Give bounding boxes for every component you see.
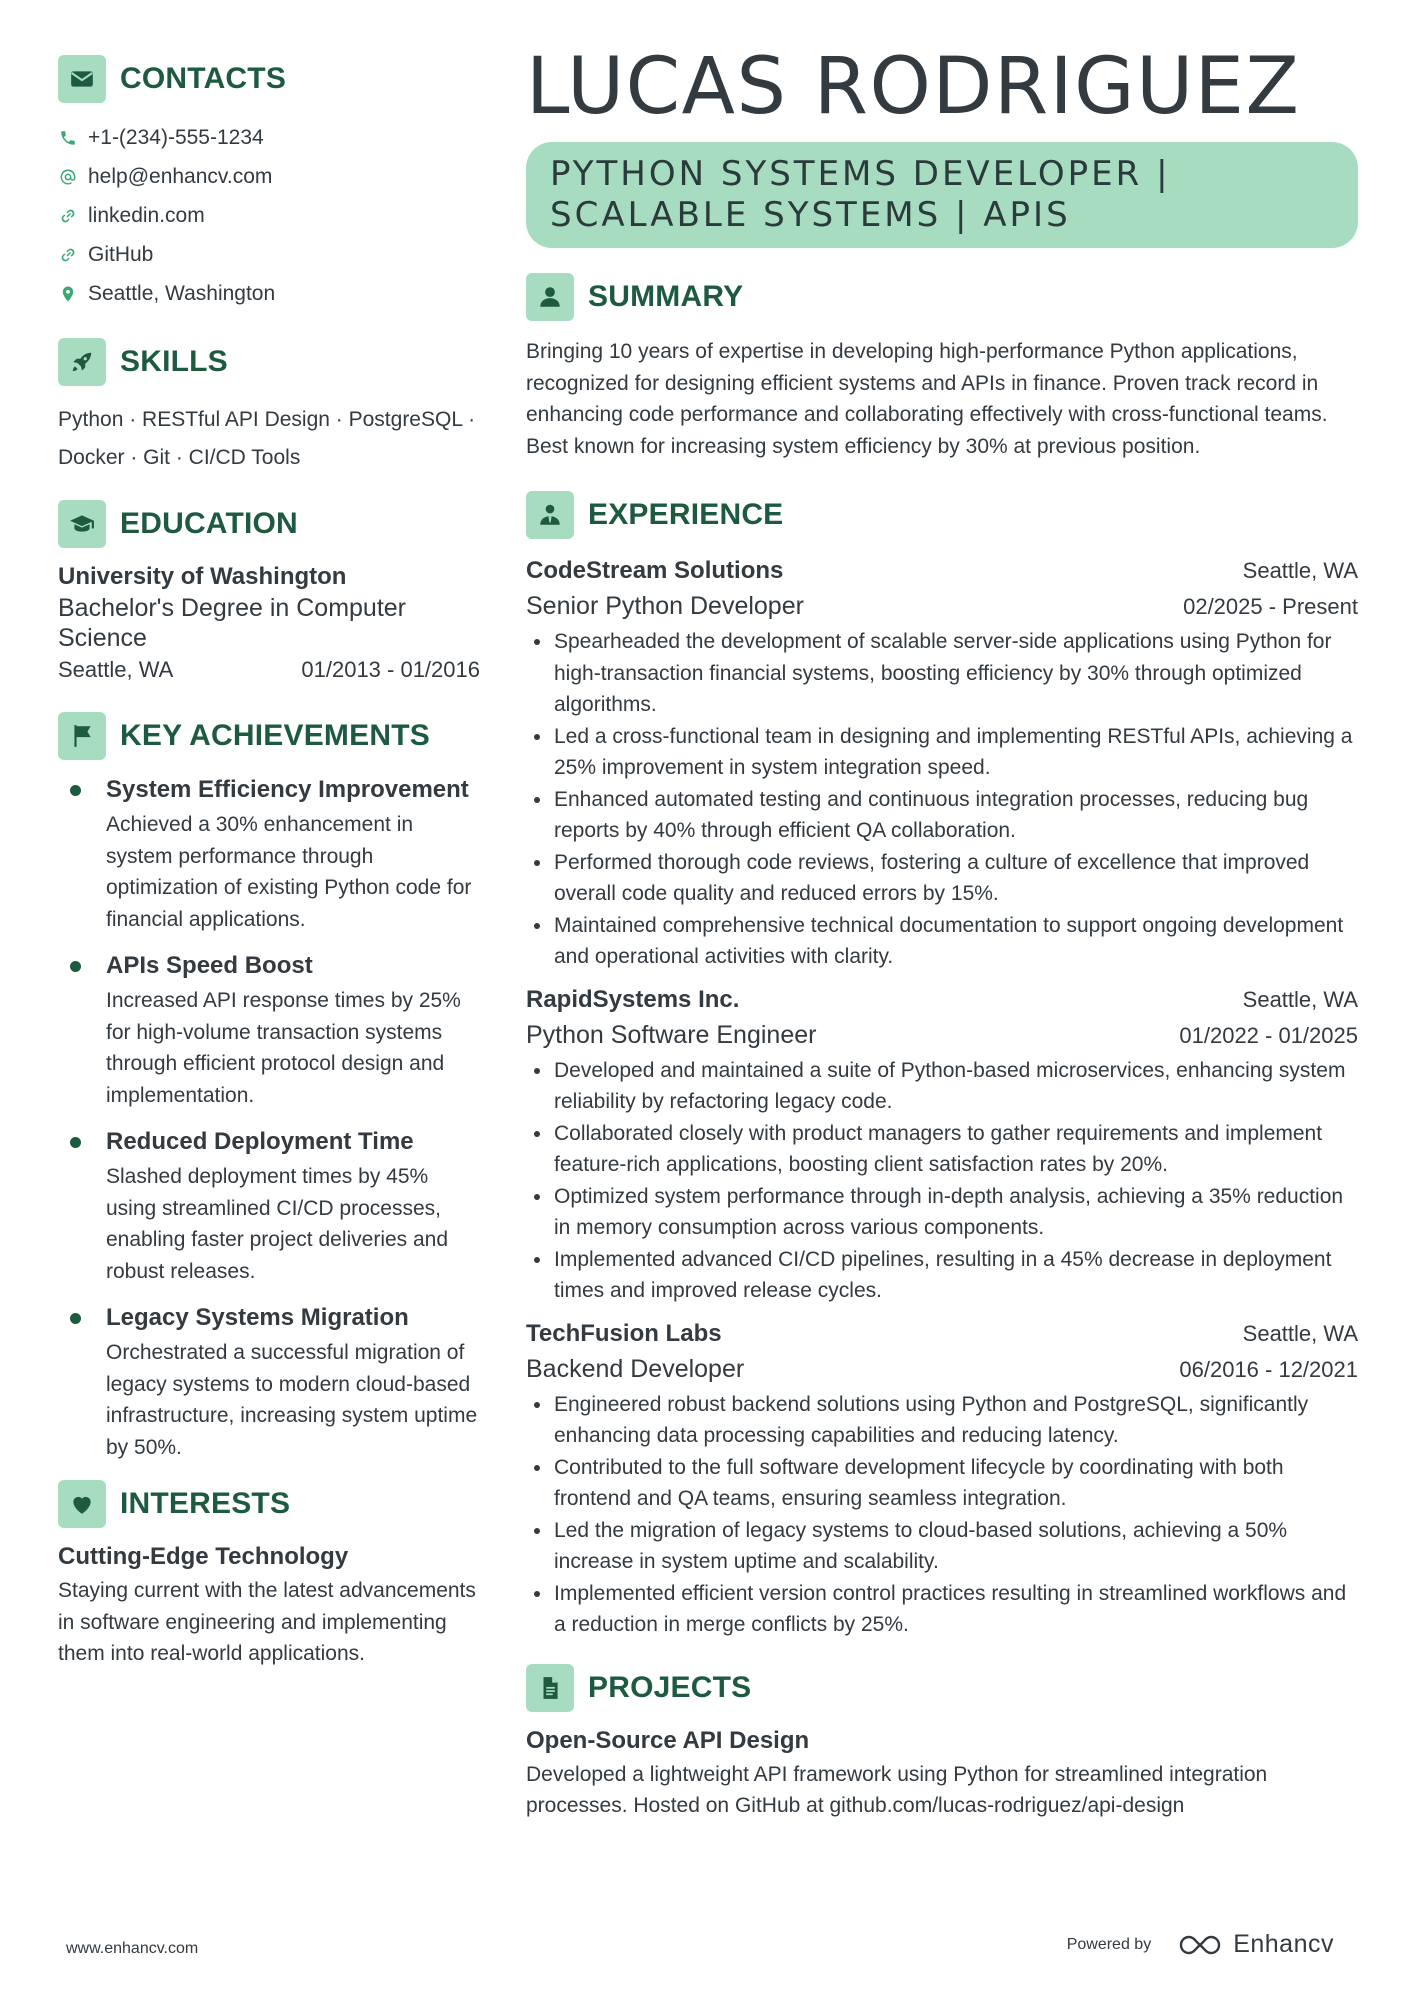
job-bullets: [526, 626, 1358, 973]
envelope-icon: [58, 55, 106, 103]
job-bullet: Led a cross-functional team in designing and implementing RESTful APIs, achieving a 25% improvement in system integration speed.: [526, 721, 1358, 784]
summary-title: SUMMARY: [588, 280, 744, 313]
job-company: RapidSystems Inc.: [526, 985, 740, 1013]
contact-list: [58, 118, 480, 313]
education-degree: Bachelor's Degree in Computer Science: [58, 594, 406, 652]
job-entry: [526, 1317, 1358, 1641]
interests-title: INTERESTS: [120, 1487, 291, 1520]
job-location: Seattle, WA: [1242, 986, 1358, 1012]
project-title: Open-Source API Design: [526, 1726, 810, 1754]
achievement-title: System Efficiency Improvement: [106, 776, 469, 803]
job-bullet: Collaborated closely with product managers to gather requirements and implement feature-rich applications, boosting client satisfaction rates by 20%.: [526, 1118, 1358, 1181]
achievement-desc: Achieved a 30% enhancement in system performance through optimization of existing Python code for financial applications.: [106, 813, 472, 931]
job-dates: 02/2025 - Present: [1183, 594, 1358, 619]
job-bullet: Maintained comprehensive technical documentation to support ongoing development and operational activities with clarity.: [526, 910, 1358, 973]
document-icon: [526, 1664, 574, 1712]
contacts-title: CONTACTS: [120, 62, 287, 95]
contact-github-text: GitHub: [88, 243, 154, 266]
job-company: CodeStream Solutions: [526, 557, 784, 584]
achievement-item: [58, 1303, 480, 1463]
job-bullet: Enhanced automated testing and continuous integration processes, reducing bug reports by 40% through efficient QA collaboration.: [526, 784, 1358, 847]
project-desc: Developed a lightweight API framework using Python for streamlined integration processes. Hosted on GitHub at github.com/lucas-rodriguez/api-design: [526, 1762, 1268, 1817]
job-subheader: [526, 1017, 1358, 1053]
achievement-desc: Slashed deployment times by 45% using streamlined CI/CD processes, enabling faster project deliveries and robust releases.: [106, 1165, 449, 1283]
contact-location: [58, 274, 480, 313]
job-header: [526, 1317, 1358, 1351]
contact-linkedin[interactable]: [58, 196, 480, 235]
education-title: EDUCATION: [120, 507, 298, 540]
job-bullet: Optimized system performance through in-depth analysis, achieving a 35% reduction in memory consumption across various components.: [526, 1181, 1358, 1244]
candidate-name: LUCAS RODRIGUEZ: [526, 42, 1301, 132]
interests-header: [58, 1479, 480, 1529]
link-icon: [58, 206, 78, 226]
achievements-list: [58, 775, 480, 1463]
job-location: Seattle, WA: [1242, 1320, 1358, 1346]
interest-title: Cutting-Edge Technology: [58, 1543, 349, 1570]
job-bullet: Implemented advanced CI/CD pipelines, resulting in a 45% decrease in deployment times and improved release cycles.: [526, 1244, 1358, 1307]
achievements-header: [58, 711, 480, 761]
achievement-item: [58, 1127, 480, 1287]
contact-phone[interactable]: [58, 118, 480, 157]
rocket-icon: [58, 338, 106, 386]
contact-github[interactable]: [58, 235, 480, 274]
job-entry: [526, 983, 1358, 1307]
job-bullet: Performed thorough code reviews, fostering a culture of excellence that improved overall code quality and reduced errors by 15%.: [526, 847, 1358, 910]
contact-email-text: help@enhancv.com: [88, 165, 273, 188]
achievement-item: [58, 951, 480, 1111]
project-entry: [526, 1727, 1358, 1822]
experience-header: [526, 490, 1358, 540]
achievement-desc: Increased API response times by 25% for high-volume transaction systems through efficient protocol design and implementation.: [106, 989, 461, 1107]
skills-list: [58, 401, 480, 477]
education-location: Seattle, WA: [58, 657, 174, 682]
job-bullet: Spearheaded the development of scalable server-side applications using Python for high-transaction financial systems, boosting efficiency by 30% through optimized algorithms.: [526, 626, 1358, 721]
contacts-header: [58, 54, 480, 104]
education-entry: [58, 563, 480, 683]
job-bullet: Developed and maintained a suite of Python-based microservices, enhancing system reliability by refactoring legacy code.: [526, 1055, 1358, 1118]
job-subheader: [526, 588, 1358, 624]
job-header: [526, 554, 1358, 588]
bullet-dot: [70, 961, 81, 972]
location-icon: [58, 284, 78, 304]
contact-email[interactable]: [58, 157, 480, 196]
interest-desc: Staying current with the latest advancements in software engineering and implementing them into real-world applications.: [58, 1579, 476, 1665]
experience-title: EXPERIENCE: [588, 498, 784, 531]
at-icon: [58, 167, 78, 187]
job-location: Seattle, WA: [1242, 558, 1358, 583]
job-title: Python Software Engineer: [526, 1020, 817, 1049]
footer-branding: [1067, 1930, 1334, 1959]
bullet-dot: [70, 785, 81, 796]
projects-title: PROJECTS: [588, 1670, 752, 1704]
contact-linkedin-text: linkedin.com: [88, 204, 205, 227]
skills-header: [58, 337, 480, 387]
education-school: University of Washington: [58, 563, 347, 590]
education-header: [58, 499, 480, 549]
bullet-dot: [70, 1313, 81, 1324]
graduation-cap-icon: [58, 500, 106, 548]
heart-icon: [58, 1480, 106, 1528]
job-dates: 01/2022 - 01/2025: [1179, 1022, 1358, 1048]
achievements-title: KEY ACHIEVEMENTS: [120, 719, 430, 752]
job-entry: [526, 554, 1358, 973]
projects-header: [526, 1663, 1358, 1713]
bullet-dot: [70, 1137, 81, 1148]
enhancv-logo-icon: [1177, 1932, 1223, 1958]
user-icon: [526, 273, 574, 321]
skills-title: SKILLS: [120, 345, 228, 378]
job-header: [526, 983, 1358, 1017]
headline-box: [526, 142, 1358, 248]
footer-site-link[interactable]: www.enhancv.com: [66, 1940, 199, 1957]
job-subheader: [526, 1351, 1358, 1387]
enhancv-logo-text: Enhancv: [1233, 1930, 1334, 1958]
job-bullet: Led the migration of legacy systems to cloud-based solutions, achieving a 50% increase in system uptime and scalability.: [526, 1515, 1358, 1578]
achievement-title: Legacy Systems Migration: [106, 1304, 409, 1331]
contact-location-text: Seattle, Washington: [88, 282, 276, 305]
job-bullet: Contributed to the full software development lifecycle by coordinating with both frontend and QA teams, ensuring seamless integration.: [526, 1452, 1358, 1515]
job-bullet: Engineered robust backend solutions using Python and PostgreSQL, significantly enhancing data processing capabilities and reducing latency.: [526, 1389, 1358, 1452]
education-dates: 01/2013 - 01/2016: [301, 657, 480, 682]
education-meta: [58, 657, 480, 683]
skills-line-1: Python · RESTful API Design · PostgreSQL ·: [58, 408, 476, 431]
achievement-item: [58, 775, 480, 935]
right-column: [526, 42, 1358, 1822]
interest-entry: [58, 1543, 480, 1670]
briefcase-user-icon: [526, 491, 574, 539]
phone-icon: [58, 128, 78, 148]
flag-icon: [58, 712, 106, 760]
job-title: Senior Python Developer: [526, 592, 804, 620]
powered-by-label: Powered by: [1066, 1935, 1152, 1953]
job-bullets: [526, 1389, 1358, 1641]
headline-text: PYTHON SYSTEMS DEVELOPER | SCALABLE SYSTEMS | APIS: [550, 154, 1171, 235]
achievement-title: Reduced Deployment Time: [106, 1128, 414, 1155]
job-bullets: [526, 1055, 1358, 1307]
job-dates: 06/2016 - 12/2021: [1179, 1356, 1358, 1382]
achievement-desc: Orchestrated a successful migration of legacy systems to modern cloud-based infrastructure, increasing system uptime by 50%.: [106, 1341, 478, 1459]
job-title: Backend Developer: [526, 1354, 745, 1383]
skills-line-2: Docker · Git · CI/CD Tools: [58, 446, 301, 469]
summary-text: Bringing 10 years of expertise in developing high-performance Python applications, recognized for designing efficient systems and APIs in finance. Proven track record in enhancing code performance and collaborating effectively with cross-functional teams. Best known for increasing system efficiency by 30% at previous position.: [526, 340, 1328, 458]
job-bullet: Implemented efficient version control practices resulting in streamlined workflows and a reduction in merge conflicts by 25%.: [526, 1578, 1358, 1641]
link-icon: [58, 245, 78, 265]
enhancv-logo[interactable]: [1177, 1930, 1334, 1959]
achievement-title: APIs Speed Boost: [106, 952, 313, 979]
left-column: [58, 54, 480, 1670]
contact-phone-text: +1-(234)-555-1234: [88, 126, 264, 149]
summary-header: [526, 272, 1358, 322]
job-company: TechFusion Labs: [526, 1319, 722, 1347]
